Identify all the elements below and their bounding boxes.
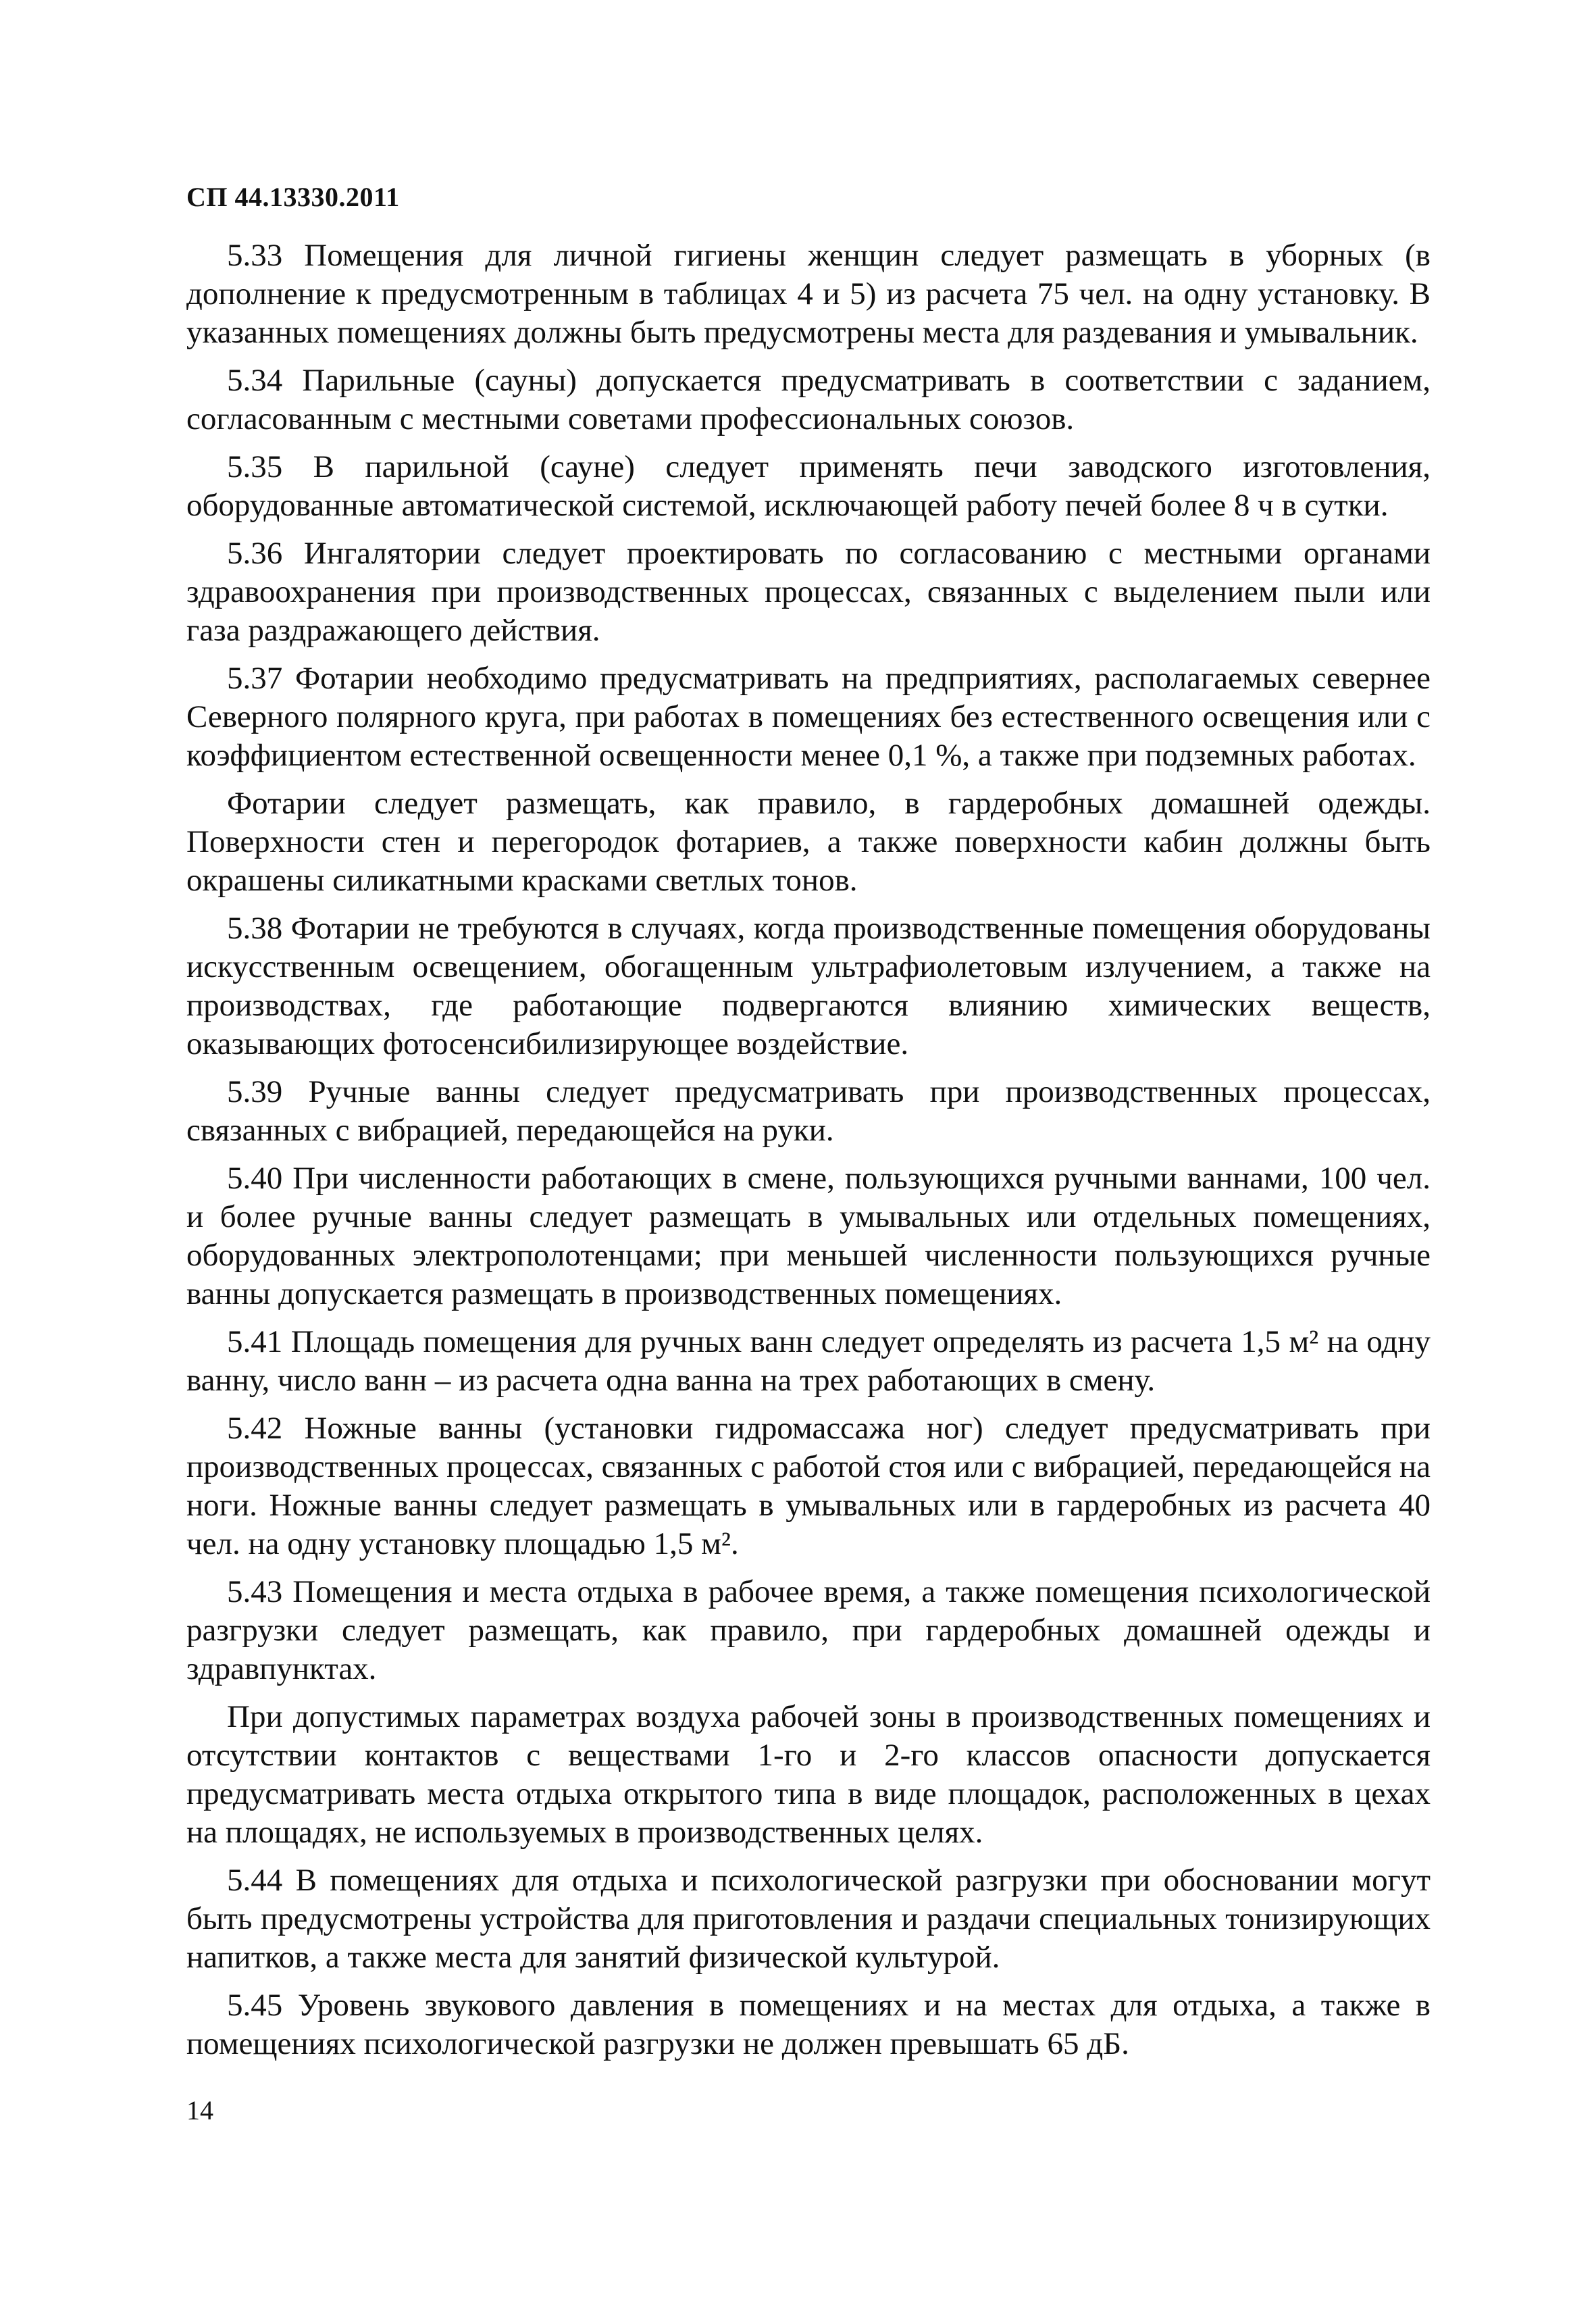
- paragraph-5-40: 5.40 При численности работающих в смене, пользующихся ручными ваннами, 100 чел. и более ручные ванны следует размещать в умывальных или отдельных помещениях, оборудованных электрополотенцами; при меньшей численности пользующихся ручные ванны допускается размещать в производственных помещениях.: [186, 1161, 1431, 1311]
- paragraph-5-33: 5.33 Помещения для личной гигиены женщин следует размещать в уборных (в дополнение к предусмотренным в таблицах 4 и 5) из расчета 75 чел. на одну установку. В указанных помещениях должны быть предусмотрены места для раздевания и умывальник.: [186, 238, 1431, 350]
- document-body: [186, 236, 1431, 2073]
- paragraph-5-34: 5.34 Парильные (сауны) допускается предусматривать в соответствии с заданием, согласованным с местными советами профессиональных союзов.: [186, 363, 1431, 436]
- page-number: 14: [186, 2095, 213, 2126]
- paragraph-5-37-continued: Фотарии следует размещать, как правило, в гардеробных домашней одежды. Поверхности стен и перегородок фотариев, а также поверхности кабин должны быть окрашены силикатными красками светлых тонов.: [186, 786, 1431, 898]
- paragraph-5-41: 5.41 Площадь помещения для ручных ванн следует определять из расчета 1,5 м² на одну ванну, число ванн – из расчета одна ванна на трех работающих в смену.: [186, 1324, 1431, 1398]
- paragraph-5-43-continued: При допустимых параметрах воздуха рабочей зоны в производственных помещениях и отсутствии контактов с веществами 1-го и 2-го классов опасности допускается предусматривать места отдыха открытого типа в виде площадок, расположенных в цехах на площадях, не используемых в производственных целях.: [186, 1699, 1431, 1850]
- paragraph-5-35: 5.35 В парильной (сауне) следует применять печи заводского изготовления, оборудованные автоматической системой, исключающей работу печей более 8 ч в сутки.: [186, 449, 1431, 523]
- paragraph-5-36: 5.36 Ингалятории следует проектировать по согласованию с местными органами здравоохранения при производственных процессах, связанных с выделением пыли или газа раздражающего действия.: [186, 536, 1431, 648]
- paragraph-5-39: 5.39 Ручные ванны следует предусматривать при производственных процессах, связанных с вибрацией, передающейся на руки.: [186, 1074, 1431, 1148]
- paragraph-5-38: 5.38 Фотарии не требуются в случаях, когда производственные помещения оборудованы искусственным освещением, обогащенным ультрафиолетовым излучением, а также на производствах, где работающие подвергаются влиянию химических веществ, оказывающих фотосенсибилизирующее воздействие.: [186, 911, 1431, 1061]
- paragraph-5-42: 5.42 Ножные ванны (установки гидромассажа ног) следует предусматривать при производственных процессах, связанных с работой стоя или с вибрацией, передающейся на ноги. Ножные ванны следует размещать в умывальных или в гардеробных из расчета 40 чел. на одну установку площадью 1,5 м².: [186, 1411, 1431, 1561]
- paragraph-5-45: 5.45 Уровень звукового давления в помещениях и на местах для отдыха, а также в помещениях психологической разгрузки не должен превышать 65 дБ.: [186, 1988, 1431, 2061]
- paragraph-5-37: 5.37 Фотарии необходимо предусматривать на предприятиях, располагаемых севернее Северного полярного круга, при работах в помещениях без естественного освещения или с коэффициентом естественной освещенности менее 0,1 %, а также при подземных работах.: [186, 661, 1431, 773]
- document-code: СП 44.13330.2011: [186, 182, 400, 212]
- paragraph-5-44: 5.44 В помещениях для отдыха и психологической разгрузки при обосновании могут быть предусмотрены устройства для приготовления и раздачи специальных тонизирующих напитков, а также места для занятий физической культурой.: [186, 1863, 1431, 1975]
- paragraph-5-43: 5.43 Помещения и места отдыха в рабочее время, а также помещения психологической разгрузки следует размещать, как правило, при гардеробных домашней одежды и здравпунктах.: [186, 1574, 1431, 1686]
